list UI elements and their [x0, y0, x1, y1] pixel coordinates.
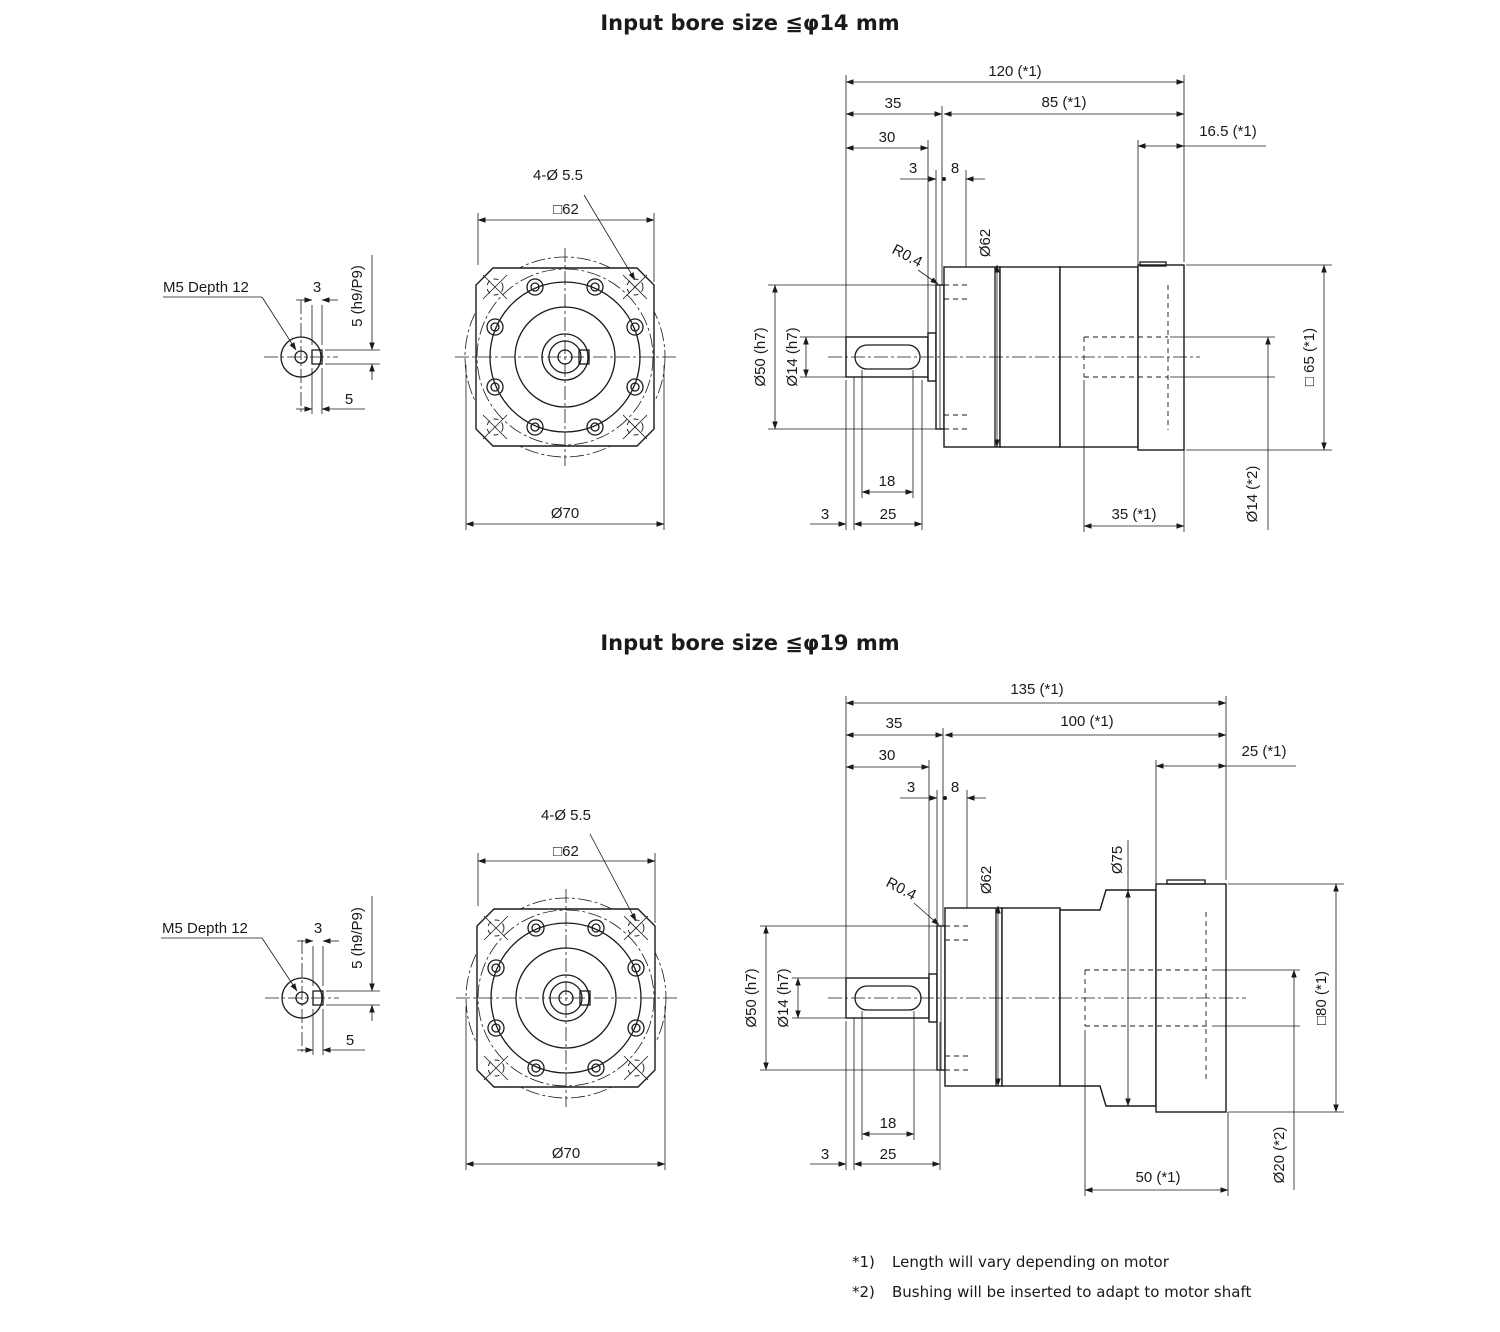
adapter-length-label: 85 (*1) [1041, 94, 1087, 111]
shaft-visible-label: 25 [879, 506, 897, 523]
housing-dia-label: Ø62 [977, 228, 994, 258]
input-bore-label: Ø14 (*2) [1244, 465, 1261, 523]
key-height-label: 5 (h9/P9) [349, 265, 366, 327]
motor-end-label: 25 (*1) [1241, 743, 1287, 760]
shaft-end-view [161, 896, 380, 1055]
key-width-label: 3 [313, 920, 323, 937]
bore-depth-label: 35 (*1) [1111, 506, 1157, 523]
key-width-label: 3 [312, 279, 322, 296]
view-bore-14 [163, 11, 1332, 532]
key-depth-label: 5 [345, 1032, 355, 1049]
flange-square-label: □80 (*1) [1313, 970, 1330, 1026]
shaft-end-view [163, 255, 380, 414]
diameter-label: Ø70 [551, 1145, 581, 1162]
pilot-dia-label: Ø50 (h7) [743, 968, 760, 1028]
note-2-mark: *2) [852, 1283, 875, 1301]
flange-3-label: 3 [906, 779, 916, 796]
adapter-dia-label: Ø75 [1109, 845, 1126, 875]
holes-label: 4-Ø 5.5 [532, 167, 584, 184]
footnotes [852, 1253, 1251, 1301]
shaft-step-label: 3 [820, 1146, 830, 1163]
key-length-label: 18 [879, 1115, 897, 1132]
note-1-text: Length will vary depending on motor [892, 1253, 1169, 1271]
note-2-text: Bushing will be inserted to adapt to motor shaft [892, 1283, 1252, 1301]
diameter-label: Ø70 [550, 505, 580, 522]
shaft-dia-label: Ø14 (h7) [784, 327, 801, 387]
pilot-dia-label: Ø50 (h7) [752, 327, 769, 387]
view-title: Input bore size ≦φ14 mm [600, 11, 900, 35]
key-height-label: 5 (h9/P9) [349, 907, 366, 969]
holes-label: 4-Ø 5.5 [540, 807, 592, 824]
gear-length-label: 35 [885, 715, 903, 732]
flange-8-label: 8 [950, 160, 960, 177]
square-label: □62 [553, 201, 579, 218]
overall-length-label: 120 (*1) [988, 63, 1042, 80]
key-length-label: 18 [878, 473, 896, 490]
side-view [743, 681, 1344, 1196]
shaft-length-label: 30 [878, 129, 896, 146]
flange-8-label: 8 [950, 779, 960, 796]
view-title: Input bore size ≦φ19 mm [600, 631, 900, 655]
front-view [455, 167, 676, 530]
motor-end-label: 16.5 (*1) [1199, 123, 1257, 140]
shaft-length-label: 30 [878, 747, 896, 764]
note-1-mark: *1) [852, 1253, 875, 1271]
front-view [456, 807, 677, 1170]
side-view [752, 63, 1332, 532]
fillet-label: R0.4 [889, 241, 926, 271]
shaft-dia-label: Ø14 (h7) [775, 968, 792, 1028]
view-bore-19 [161, 631, 1344, 1196]
fillet-label: R0.4 [883, 874, 920, 904]
adapter-length-label: 100 (*1) [1060, 713, 1114, 730]
housing-dia-label: Ø62 [978, 865, 995, 895]
shaft-step-label: 3 [820, 506, 830, 523]
gear-length-label: 35 [884, 95, 902, 112]
square-label: □62 [553, 843, 579, 860]
thread-label: M5 Depth 12 [163, 279, 249, 296]
thread-label: M5 Depth 12 [162, 920, 248, 937]
flange-square-label: □ 65 (*1) [1301, 327, 1318, 387]
key-depth-label: 5 [344, 391, 354, 408]
flange-3-label: 3 [908, 160, 918, 177]
shaft-visible-label: 25 [879, 1146, 897, 1163]
overall-length-label: 135 (*1) [1010, 681, 1064, 698]
input-bore-label: Ø20 (*2) [1271, 1126, 1288, 1184]
bore-depth-label: 50 (*1) [1135, 1169, 1181, 1186]
